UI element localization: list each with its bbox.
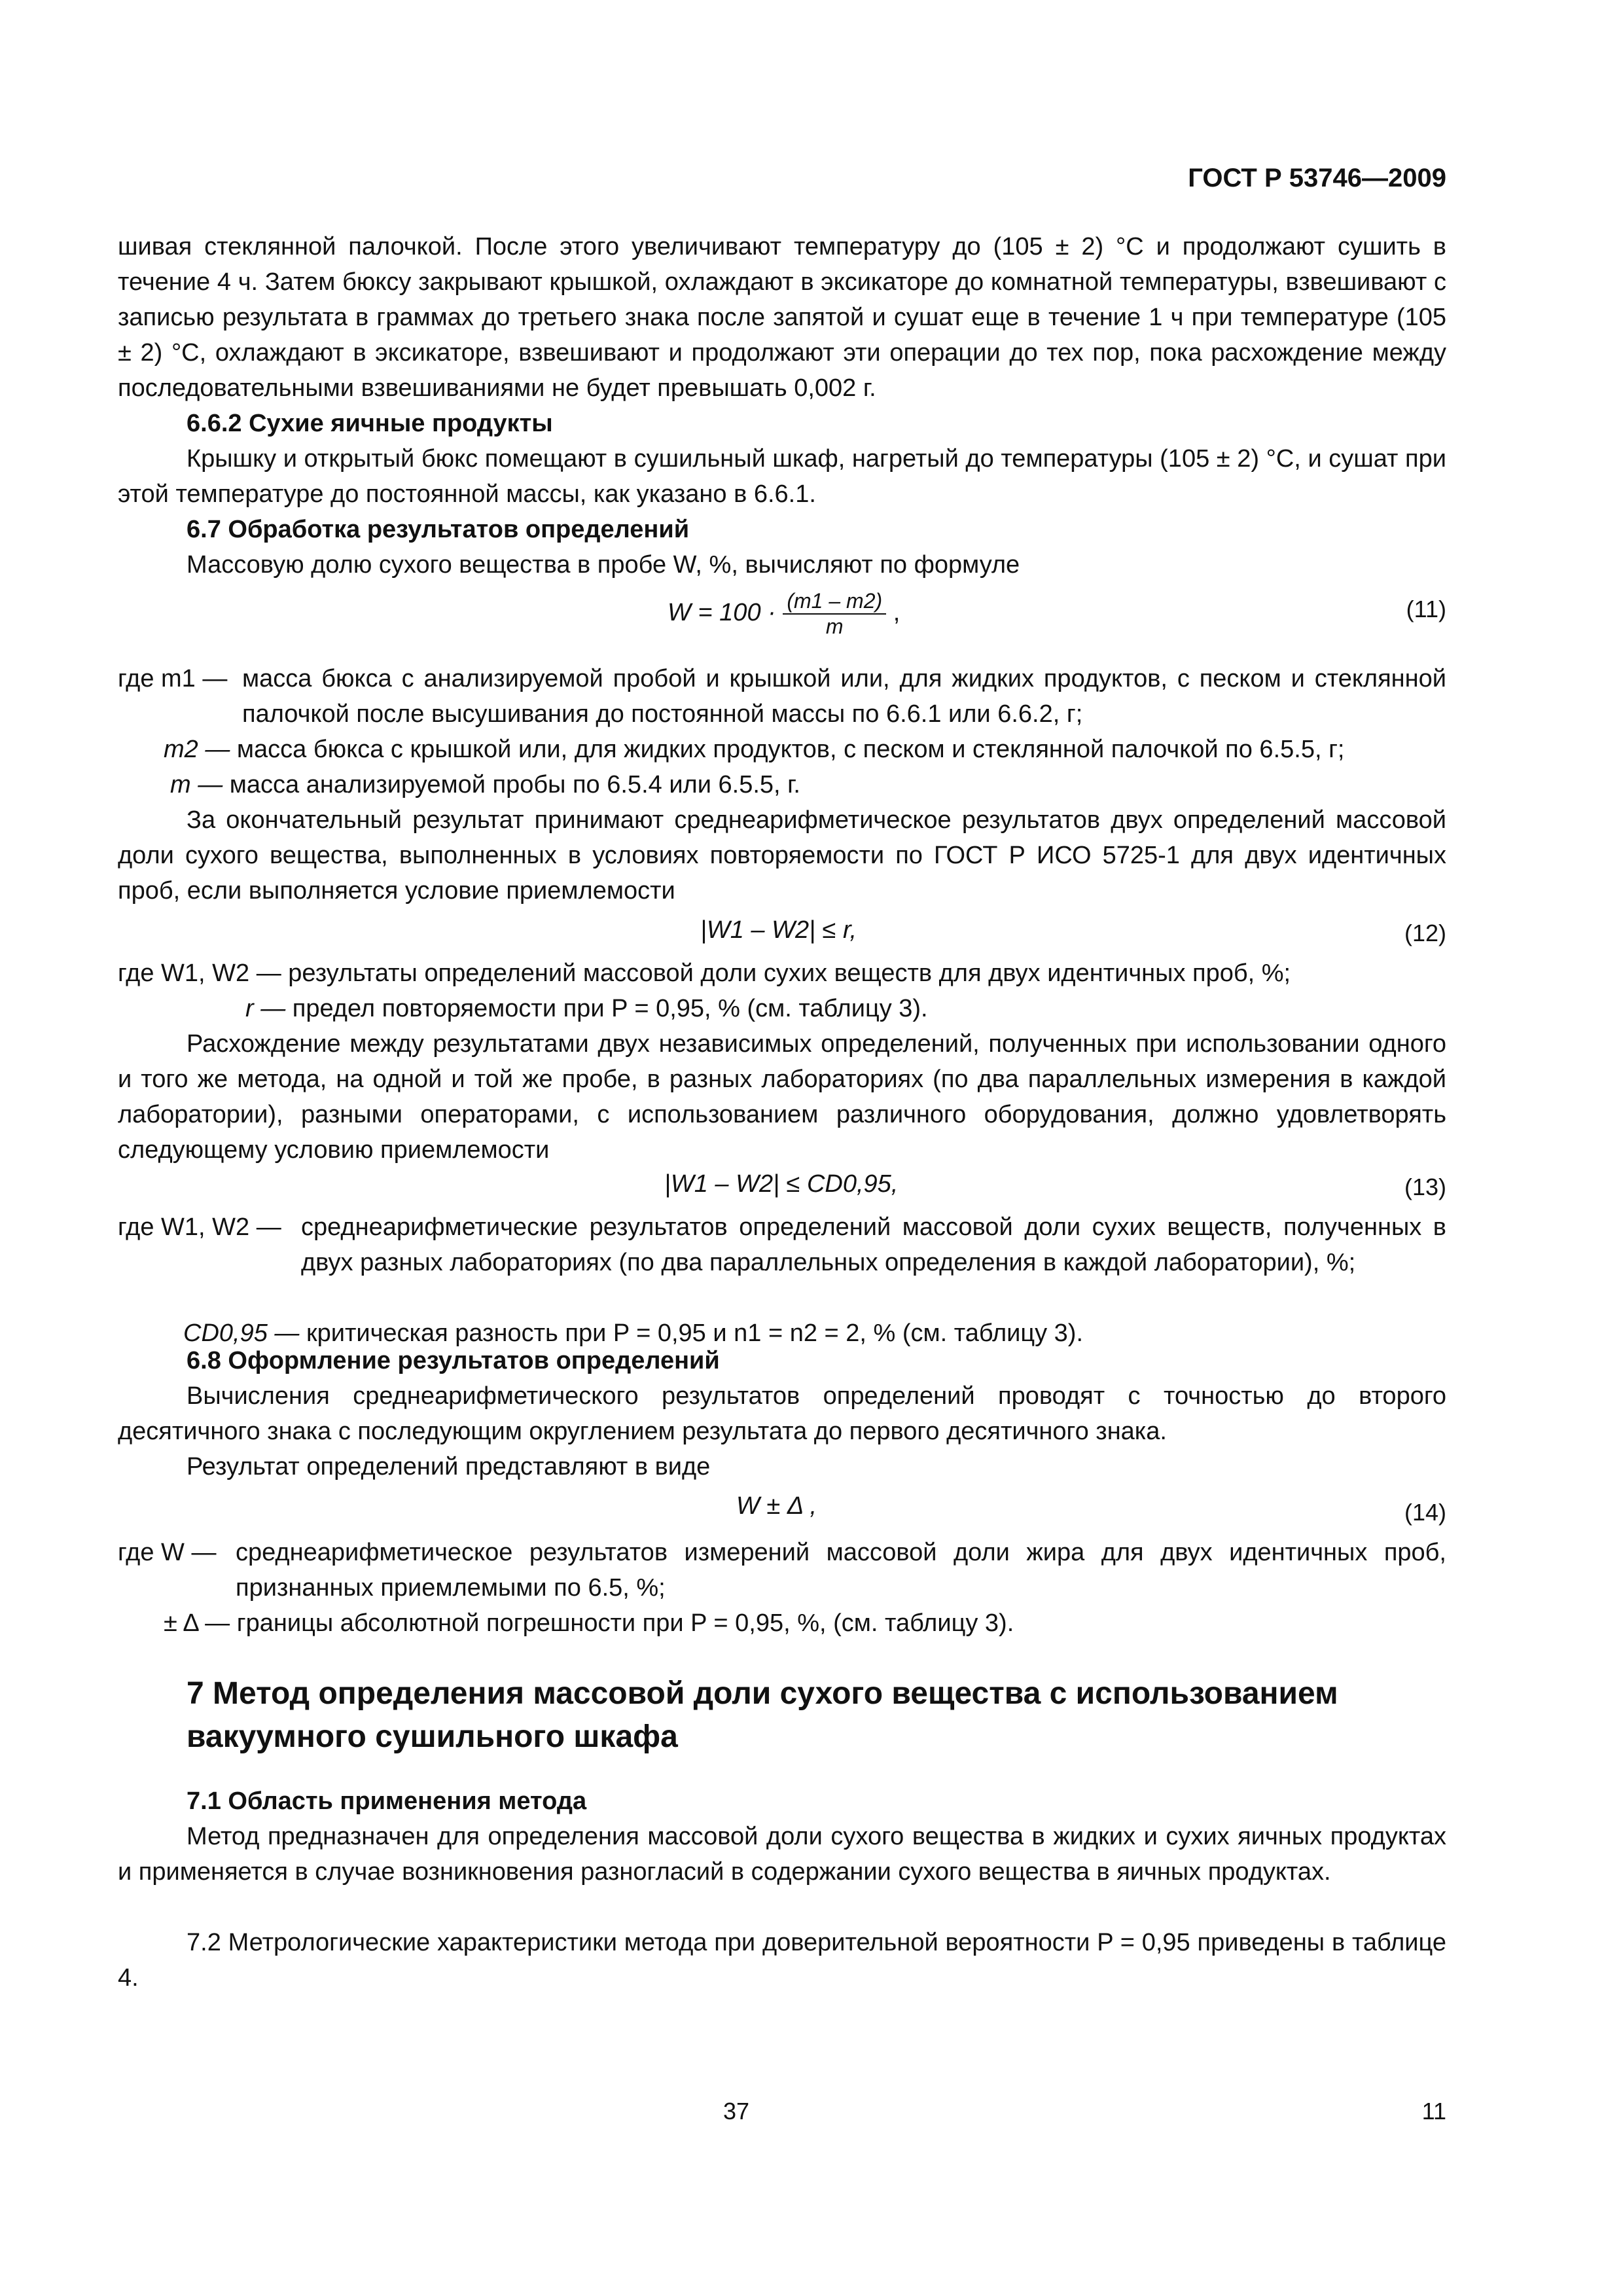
section-7-title: 7 Метод определения массовой доли сухого вещества с использованием вакуумного сушильного шкафа	[187, 1676, 1338, 1754]
footer-right-page-number: 11	[1421, 2098, 1446, 2125]
where-w1-w2-label: где W1, W2 —	[118, 960, 281, 987]
where-m2-text: масса бюкса с крышкой или, для жидких продуктов, с песком и стеклянной палочкой по 6.5.5, г;	[236, 736, 1345, 763]
where-w-avg-text: среднеарифметические результатов определений массовой доли сухих веществ, полученных в двух разных лабораториях (по два параллельных определения в каждой лаборатории), %;	[301, 1213, 1446, 1276]
where-m-text: масса анализируемой пробы по 6.5.4 или 6.5.5, г.	[229, 771, 800, 798]
equation-13-number: (13)	[1404, 1174, 1446, 1200]
where-r	[245, 991, 1446, 1026]
equation-12-number: (12)	[1404, 920, 1446, 946]
where-m	[170, 767, 1446, 802]
where-m-label: m —	[170, 771, 223, 798]
paragraph-final-result: За окончательный результат принимают среднеарифметическое результатов двух определений массовой доли сухого вещества, выполненных в условиях повторяемости по ГОСТ Р ИСО 5725-1 для двух идентичных проб, если выполняется условие приемлемости	[118, 806, 1446, 905]
heading-6-8: 6.8 Оформление результатов определений	[187, 1347, 720, 1374]
where-cd-label: CD0,95 —	[183, 1319, 300, 1347]
equation-11-numerator: (m1 – m2)	[783, 589, 886, 615]
heading-6-6-2: 6.6.2 Сухие яичные продукты	[187, 410, 553, 437]
equation-11-number: (11)	[1406, 596, 1446, 622]
equation-11-fraction	[783, 589, 886, 639]
equation-11-tail: ,	[893, 599, 901, 627]
where-cd-text: критическая разность при P = 0,95 и n1 = n2 = 2, % (см. таблицу 3).	[306, 1319, 1084, 1347]
paragraph-7-1: Метод предназначен для определения массовой доли сухого вещества в жидких и сухих яичных продуктах и применяется в случае возникновения разногласий в содержании сухого вещества в яичных продуктах.	[118, 1823, 1446, 1886]
where-r-label: r —	[245, 995, 286, 1022]
equation-14: W ± Δ ,	[736, 1492, 817, 1520]
where-m1-text: масса бюкса с анализируемой пробой и крышкой или, для жидких продуктов, с песком и стеклянной палочкой после высушивания до постоянной массы по 6.6.1 или 6.6.2, г;	[242, 665, 1446, 728]
equation-12: |W1 – W2| ≤ r,	[700, 916, 857, 944]
where-m2-label: m2 —	[164, 736, 230, 763]
where-w-result-label: где W —	[118, 1539, 217, 1566]
where-w-avg-label: где W1, W2 —	[118, 1213, 281, 1241]
paragraph-intro: шивая стеклянной палочкой. После этого увеличивают температуру до (105 ± 2) °С и продолжают сушить в течение 4 ч. Затем бюксу закрывают крышкой, охлаждают в эксикаторе до комнатной температуры, взвешивают с записью результата в граммах до третьего знака после запятой и сушат еще в течение 1 ч при температуре (105 ± 2) °С, охлаждают в эксикаторе, взвешивают и продолжают эти операции до тех пор, пока расхождение между последовательными взвешиваниями не будет превышать 0,002 г.	[118, 233, 1446, 402]
equation-14-number: (14)	[1404, 1499, 1446, 1526]
where-r-text: предел повторяемости при P = 0,95, % (см. таблицу 3).	[292, 995, 928, 1022]
paragraph-6-7: Массовую долю сухого вещества в пробе W, %, вычисляют по формуле	[187, 551, 1020, 579]
paragraph-6-6-2: Крышку и открытый бюкс помещают в сушильный шкаф, нагретый до температуры (105 ± 2) °С, и сушат при этой температуре до постоянной массы, как указано в 6.6.1.	[118, 445, 1446, 508]
where-delta-label: ± Δ —	[164, 1609, 230, 1637]
where-w1-w2-text: результаты определений массовой доли сухих веществ для двух идентичных проб, %;	[288, 960, 1291, 987]
equation-11-denominator: m	[825, 615, 844, 638]
equation-11	[668, 589, 900, 639]
paragraph-7-2: 7.2 Метрологические характеристики метода при доверительной вероятности P = 0,95 приведены в таблице 4.	[118, 1929, 1446, 1992]
where-w1-w2	[118, 956, 1446, 991]
paragraph-6-8-a: Вычисления среднеарифметического результатов определений проводят с точностью до второго десятичного знака с последующим округлением результата до первого десятичного знака.	[118, 1382, 1446, 1445]
equation-11-lhs: W = 100 ·	[668, 599, 776, 627]
standard-number: ГОСТ Р 53746—2009	[1188, 164, 1446, 192]
heading-7-1: 7.1 Область применения метода	[187, 1787, 587, 1815]
paragraph-divergence: Расхождение между результатами двух независимых определений, полученных при использовании одного и того же метода, на одной и той же пробе, в разных лабораториях (по два параллельных измерения в каждой лаборатории), разными операторами, с использованием различного оборудования, должно удовлетворять следующему условию приемлемости	[118, 1030, 1446, 1164]
heading-6-7: 6.7 Обработка результатов определений	[187, 516, 690, 543]
paragraph-6-8-b: Результат определений представляют в виде	[187, 1453, 711, 1480]
footer-center-page-number: 37	[723, 2098, 750, 2125]
where-delta	[164, 1605, 1446, 1641]
where-w-result-text: среднеарифметическое результатов измерений массовой доли жира для двух идентичных проб, признанных приемлемыми по 6.5, %;	[236, 1539, 1446, 1602]
where-delta-text: границы абсолютной погрешности при P = 0,95, %, (см. таблицу 3).	[236, 1609, 1014, 1637]
equation-13: |W1 – W2| ≤ CD0,95,	[664, 1170, 899, 1198]
where-m2	[164, 732, 1446, 767]
where-m1-label: где m1 —	[118, 665, 228, 692]
